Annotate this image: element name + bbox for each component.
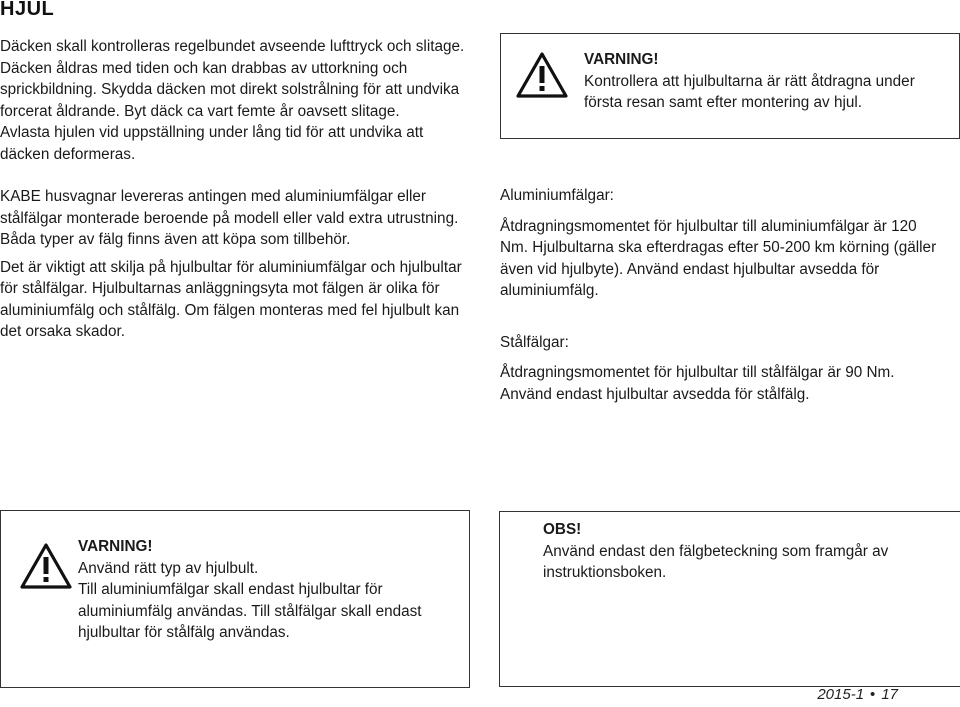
separator-dot: •	[870, 686, 876, 703]
warning-box-top	[500, 33, 960, 139]
page-title: HJUL	[0, 0, 55, 20]
page-number: 17	[881, 686, 898, 703]
warning-line-bolt-usage: Till aluminiumfälgar skall endast hjulbultar för aluminiumfälg användas. Till stålfälgar skall endast hjulbultar för stålfälg användas.	[78, 581, 422, 641]
warning-triangle-icon	[20, 543, 72, 589]
warning-line-bolt-type: Använd rätt typ av hjulbult.	[78, 559, 259, 577]
warning-top-content	[584, 49, 954, 114]
aluminium-heading: Aluminiumfälgar:	[500, 187, 614, 204]
warning-label: VARNING!	[584, 51, 659, 68]
paragraph-aging: Däcken åldras med tiden och kan drabbas av uttorkning och sprickbildning. Skydda däcken mot direkt solstrålning för att undvika forcerat åldrande. Byt däck ca vart femte år oavsett slitage.	[0, 59, 460, 120]
obs-label: OBS!	[543, 521, 582, 538]
edition-number: 2015-1	[817, 686, 865, 703]
warning-box-bottom	[0, 510, 470, 688]
warning-label: VARNING!	[78, 538, 153, 555]
aluminium-text: Åtdragningsmomentet för hjulbultar till aluminiumfälgar är 120 Nm. Hjulbultarna ska efterdragas efter 50-200 km körning (gäller även vid hjulbyte). Använd endast hjulbultar avsedda för aluminiumfälg.	[500, 217, 937, 299]
warning-text: Kontrollera att hjulbultarna är rätt åtdragna under första resan samt efter montering av hjul.	[584, 72, 915, 111]
paragraph-inspection: Däcken skall kontrolleras regelbundet avseende lufttryck och slitage.	[0, 38, 465, 55]
obs-text: Använd endast den fälgbeteckning som framgår av instruktionsboken.	[543, 542, 889, 581]
warning-bottom-content	[78, 536, 463, 644]
steel-text: Åtdragningsmomentet för hjulbultar till stålfälgar är 90 Nm. Använd endast hjulbultar avsedda för stålfälg.	[500, 364, 895, 403]
paragraph-storage: Avlasta hjulen vid uppställning under lång tid för att undvika att däcken deformeras.	[0, 124, 424, 163]
obs-content	[543, 519, 953, 584]
right-column	[500, 185, 945, 405]
left-column	[0, 36, 468, 343]
warning-triangle-icon	[516, 52, 568, 98]
page-footer	[817, 686, 898, 703]
obs-box	[499, 511, 960, 687]
paragraph-rim-types: KABE husvagnar levereras antingen med aluminiumfälgar eller stålfälgar monterade beroende på modell eller vald extra utrustning. Båda typer av fälg finns även att köpa som tillbehör.	[0, 188, 459, 248]
paragraph-bolt-difference: Det är viktigt att skilja på hjulbultar för aluminiumfälgar och hjulbultar för stålfälgar. Hjulbultarnas anläggningsyta mot fälgen är olika för aluminiumfälg och stålfälg. Om fälgen monteras med fel hjulbult kan det orsaka skador.	[0, 258, 462, 340]
steel-heading: Stålfälgar:	[500, 333, 569, 351]
